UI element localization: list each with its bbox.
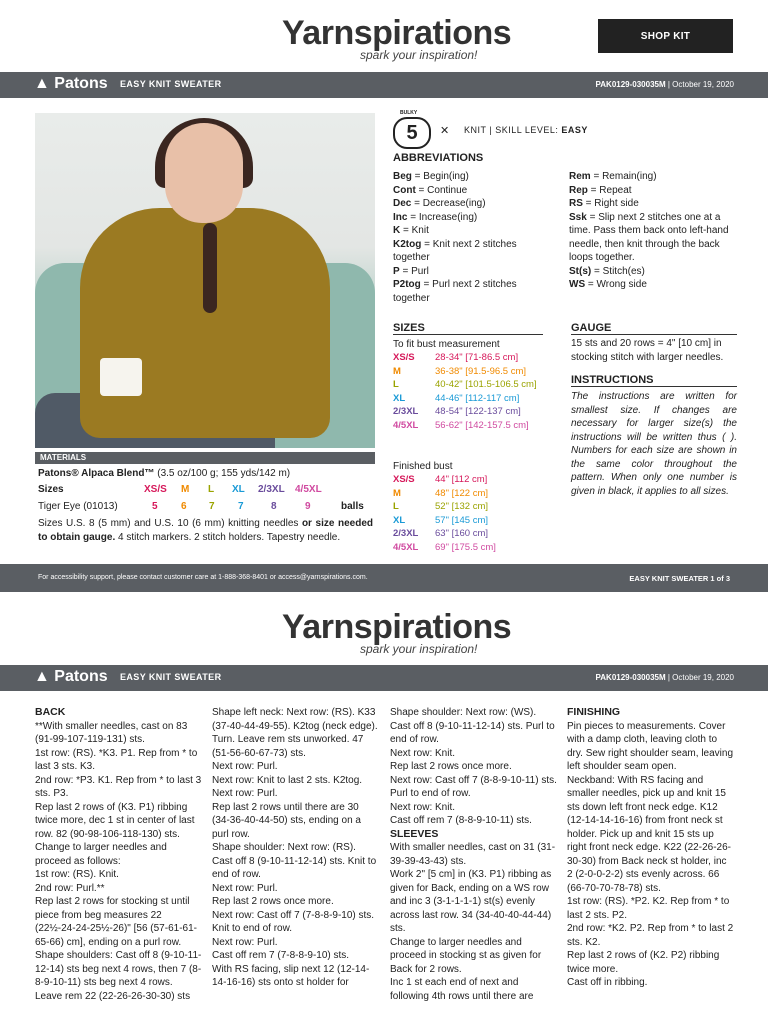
finishing-column bbox=[567, 706, 734, 1024]
instruction-paragraph: With smaller needles, cast on 31 (31-39-39-43-43) sts. bbox=[390, 842, 556, 867]
page-number: EASY KNIT SWEATER 1 of 3 bbox=[629, 574, 730, 583]
abbreviation-item: K2tog = Knit next 2 stitches together bbox=[393, 238, 517, 263]
gauge-heading: GAUGE bbox=[571, 322, 737, 335]
instruction-paragraph: Cast off in ribbing. bbox=[567, 977, 648, 988]
instruction-paragraph: SLEEVES bbox=[390, 827, 439, 840]
size-row: 2/3XL 48-54" [122-137 cm] bbox=[393, 406, 521, 417]
materials-heading: MATERIALS bbox=[35, 452, 375, 464]
yarn-weight-icon: 5 bbox=[393, 117, 431, 149]
abbreviation-item: P2tog = Purl next 2 stitches together bbox=[393, 279, 517, 304]
instruction-paragraph: Next row: Cast off 7 (7-8-8-9-10) sts. Knit to end of row. bbox=[212, 909, 375, 934]
instruction-paragraph: Next row: Purl. bbox=[212, 761, 278, 772]
patons-logo-p2: ▲ Patons bbox=[34, 668, 108, 685]
instruction-paragraph: Rep last 2 rows of (K2. P2) ribbing twice more. bbox=[567, 950, 720, 975]
abbreviation-item: Inc = Increase(ing) bbox=[393, 211, 478, 223]
abbreviation-item: P = Purl bbox=[393, 265, 429, 277]
page-footer bbox=[0, 564, 768, 592]
instruction-paragraph: Work 2" [5 cm] in (K3. P1) ribbing as given for Back, ending on a WS row and inc 3 (3-1-1-1-1) st(s) evenly across last row. 34 (34-40-40-44-44) sts. bbox=[390, 869, 552, 934]
pattern-code-p2: PAK0129-030035M | October 19, 2020 bbox=[595, 673, 734, 682]
instruction-paragraph: Shape shoulders: Cast off 8 (9-10-11-12-14) sts beg next 4 rows, then 7 (8-8-9-10-11) sts beg next 4 rows. bbox=[35, 950, 202, 988]
size-row: 4/5XL 56-62" [142-157.5 cm] bbox=[393, 419, 529, 431]
sizes-subtitle: To fit bust measurement bbox=[393, 339, 500, 350]
instruction-paragraph: Change to larger needles and proceed as follows: bbox=[35, 842, 167, 867]
finished-row: M 48" [122 cm] bbox=[393, 487, 489, 499]
instruction-paragraph: Rep last 2 rows once more. bbox=[390, 761, 512, 772]
instruction-paragraph: Next row: Knit. bbox=[390, 747, 456, 759]
instruction-paragraph: BACK bbox=[35, 706, 66, 718]
size-row: L 40-42" [101.5-106.5 cm] bbox=[393, 379, 537, 390]
sweater-photo bbox=[35, 113, 375, 448]
instruction-paragraph: Next row: Knit to last 2 sts. K2tog. bbox=[212, 774, 363, 786]
instruction-paragraph: Inc 1 st each end of next and following 4th rows until there are bbox=[390, 977, 534, 1002]
abbreviations-heading: ABBREVIATIONS bbox=[393, 152, 484, 164]
tagline-p2: spark your inspiration! bbox=[360, 642, 478, 656]
title-bar bbox=[0, 72, 768, 98]
finished-row: XL 57" [145 cm] bbox=[393, 514, 489, 526]
instruction-paragraph: With RS facing, slip next 12 (12-14-14-16-16) sts onto st holder for bbox=[212, 963, 370, 988]
sleeves-column bbox=[390, 706, 557, 1024]
abbreviations-left bbox=[393, 170, 533, 305]
instructions-text: The instructions are written for smallest size. If changes are necessary for larger size(s) the instructions will be written thus ( ). Numbers for each size are shown in the same color throughout the pattern. When only one number is given in black, it applies to all sizes. bbox=[571, 391, 737, 497]
finished-list bbox=[393, 473, 563, 554]
instruction-paragraph: Neckband: With RS facing and smaller needles, pick up and knit 15 sts down left front neck edge. K12 (12-14-14-16-16) from front neck st holder. Pick up and knit 15 sts up right front neck edge. K22 (22-26-26-30-30) from Back neck st holder, inc 2 (2-0-0-2-2) sts evenly across. 66 (66-70-70-78-78) sts. bbox=[567, 774, 731, 894]
instruction-paragraph: Leave rem 22 (22-26-26-30-30) sts bbox=[35, 990, 191, 1002]
pattern-title: EASY KNIT SWEATER bbox=[120, 79, 222, 89]
balls-row: Tiger Eye (01013) 5 6 7 7 8 9 balls bbox=[38, 501, 364, 512]
sizes-list bbox=[393, 351, 563, 432]
abbreviation-item: Rep = Repeat bbox=[569, 184, 632, 196]
instruction-paragraph: Shape left neck: Next row: (RS). K33 (37-40-44-49-55). K2tog (neck edge). Turn. Leave rem sts unworked. 47 (51-56-60-67-73) sts. bbox=[212, 707, 378, 759]
finished-row: 4/5XL 69" [175.5 cm] bbox=[393, 541, 496, 553]
abbreviation-item: WS = Wrong side bbox=[569, 279, 647, 290]
needles-text: Sizes U.S. 8 (5 mm) and U.S. 10 (6 mm) knitting needles or size needed to obtain gauge. 4 stitch markers. 2 stitch holders. Tapestry needle. bbox=[38, 518, 373, 543]
patons-logo: ▲ Patons bbox=[34, 75, 108, 92]
skill-level: KNIT | SKILL LEVEL: EASY bbox=[464, 125, 588, 135]
instruction-paragraph: 2nd row: Purl.** bbox=[35, 882, 105, 894]
sizes-row: Sizes XS/S M L XL 2/3XL 4/5XL bbox=[38, 484, 322, 495]
size-row: M 36-38" [91.5-96.5 cm] bbox=[393, 365, 527, 377]
abbreviation-item: St(s) = Stitch(es) bbox=[569, 265, 645, 277]
instruction-paragraph: Change to larger needles and proceed in stocking st as given for Back for 2 rows. bbox=[390, 936, 542, 975]
back-column bbox=[35, 706, 202, 1024]
abbreviation-item: K = Knit bbox=[393, 225, 429, 236]
instruction-paragraph: Next row: Cast off 7 (8-8-9-10-11) sts. Purl to end of row. bbox=[390, 774, 557, 799]
instruction-paragraph: Rep last 2 rows until there are 30 (34-36-40-44-50) sts, ending on a purl row. bbox=[212, 801, 361, 840]
abbreviations-right bbox=[569, 170, 739, 292]
finished-bust-title: Finished bust bbox=[393, 461, 453, 472]
instruction-paragraph: FINISHING bbox=[567, 706, 621, 718]
instruction-paragraph: 1st row: (RS). *K3. P1. Rep from * to last 3 sts. K3. bbox=[35, 747, 198, 772]
title-bar-p2 bbox=[0, 665, 768, 691]
size-row: XS/S 28-34" [71-86.5 cm] bbox=[393, 352, 519, 363]
pattern-code: PAK0129-030035M | October 19, 2020 bbox=[595, 80, 734, 89]
abbreviation-item: Rem = Remain(ing) bbox=[569, 171, 657, 182]
instruction-paragraph: Shape shoulder: Next row: (RS). Cast off 8 (9-10-11-12-14) sts. Knit to end of row. bbox=[212, 842, 377, 880]
instruction-paragraph: **With smaller needles, cast on 83 (91-99-107-119-131) sts. bbox=[35, 720, 188, 745]
front-neck-column bbox=[212, 706, 379, 1024]
instruction-paragraph: Rep last 2 rows for stocking st until piece from beg measures 22 (22½-24-24-25½-26)" [56 (57-61-61-65-66) cm], ending on a purl row. bbox=[35, 896, 197, 948]
instruction-paragraph: 1st row: (RS). Knit. bbox=[35, 869, 119, 880]
abbreviation-item: Dec = Decrease(ing) bbox=[393, 198, 486, 209]
abbreviation-item: RS = Right side bbox=[569, 198, 639, 209]
pattern-title-p2: EASY KNIT SWEATER bbox=[120, 672, 222, 682]
instruction-paragraph: 2nd row: *K2. P2. Rep from * to last 2 sts. K2. bbox=[567, 923, 734, 948]
needles-icon: ✕ bbox=[440, 125, 450, 137]
yarn-line: Patons® Alpaca Blend™ (3.5 oz/100 g; 155 yds/142 m) bbox=[38, 468, 291, 479]
instruction-paragraph: Cast off rem 7 (7-8-8-9-10) sts. bbox=[212, 950, 350, 961]
instruction-paragraph: Shape shoulder: Next row: (WS). Cast off 8 (9-10-11-12-14) sts. Purl to end of row. bbox=[390, 707, 555, 745]
instructions-heading: INSTRUCTIONS bbox=[571, 374, 737, 387]
size-row: XL 44-46" [112-117 cm] bbox=[393, 392, 520, 404]
abbreviation-item: Ssk = Slip next 2 stitches one at a time. Pass them back onto left-hand needle, then knit through the back loops together. bbox=[569, 211, 729, 263]
abbreviation-item: Beg = Begin(ing) bbox=[393, 171, 469, 182]
finished-row: 2/3XL 63" [160 cm] bbox=[393, 528, 489, 539]
instruction-paragraph: Rep last 2 rows once more. bbox=[212, 896, 334, 907]
abbreviation-item: Cont = Continue bbox=[393, 184, 468, 196]
yarnspirations-logo-p2: Yarnspirations bbox=[282, 608, 512, 646]
bulky-label: BULKY bbox=[400, 110, 418, 116]
instruction-paragraph: Cast off rem 7 (8-8-9-10-11) sts. bbox=[390, 815, 532, 826]
finished-row: L 52" [132 cm] bbox=[393, 501, 489, 512]
finished-row: XS/S 44" [112 cm] bbox=[393, 474, 488, 485]
accessibility-note: For accessibility support, please contact customer care at 1-888-368-8401 or access@yarnspirations.com. bbox=[38, 574, 368, 581]
instruction-paragraph: Next row: Purl. bbox=[212, 936, 278, 948]
tagline: spark your inspiration! bbox=[360, 48, 478, 62]
instruction-paragraph: 2nd row: *P3. K1. Rep from * to last 3 sts. P3. bbox=[35, 774, 202, 799]
shop-kit-button[interactable]: SHOP KIT bbox=[598, 19, 733, 53]
instruction-paragraph: Pin pieces to measurements. Cover with a damp cloth, leaving cloth to dry. Sew right shoulder seam, leaving left shoulder seam open. bbox=[567, 720, 734, 772]
gauge-text: 15 sts and 20 rows = 4" [10 cm] in stocking stitch with larger needles. bbox=[571, 338, 724, 363]
yarnspirations-logo: Yarnspirations bbox=[282, 14, 512, 52]
instruction-paragraph: 1st row: (RS). *P2. K2. Rep from * to last 2 sts. P2. bbox=[567, 896, 730, 921]
instruction-paragraph: Next row: Purl. bbox=[212, 882, 278, 894]
instruction-paragraph: Next row: Purl. bbox=[212, 788, 278, 799]
instruction-paragraph: Rep last 2 rows of (K3. P1) ribbing twice more, dec 1 st in center of last row. 82 (90-98-106-118-130) sts. bbox=[35, 801, 195, 840]
instruction-paragraph: Next row: Knit. bbox=[390, 801, 456, 813]
sizes-heading: SIZES bbox=[393, 322, 543, 335]
